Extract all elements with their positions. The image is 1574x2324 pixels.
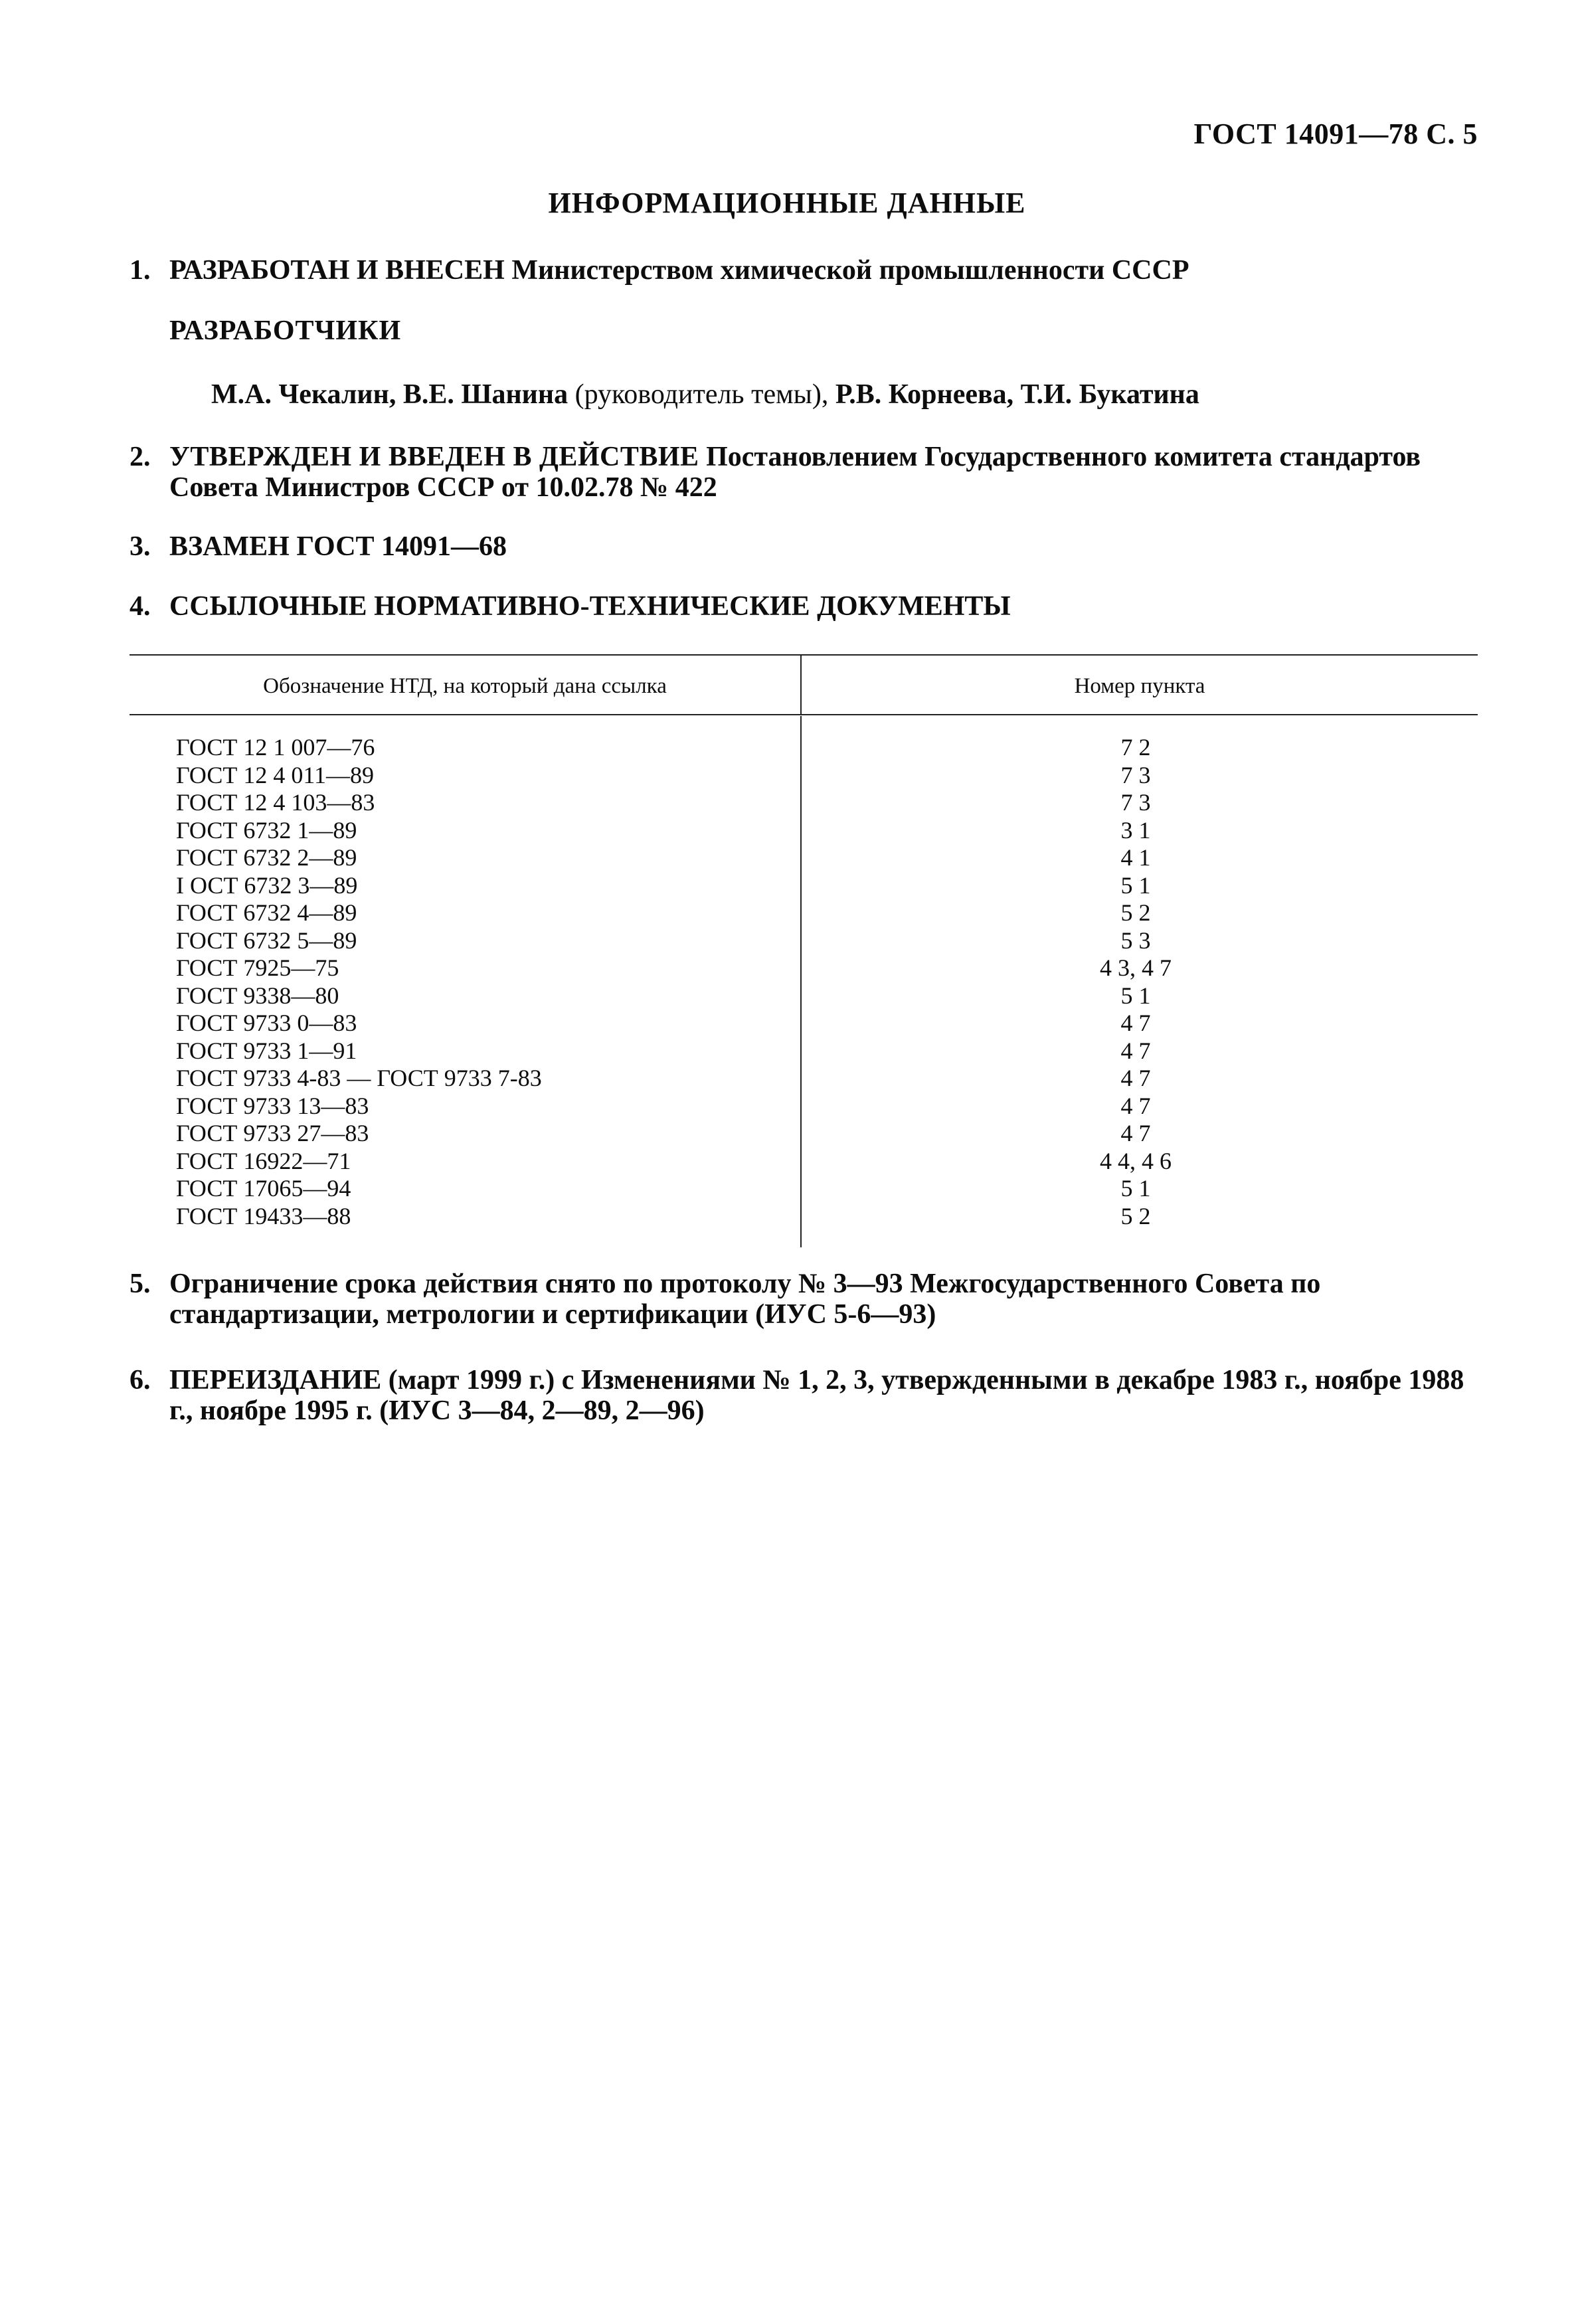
developers-label: РАЗРАБОТЧИКИ [169, 315, 402, 346]
table-cell-doc: ГОСТ 6732 1—89 [176, 816, 357, 844]
info-item-4 [130, 591, 1478, 622]
item-number: 1. [130, 255, 151, 286]
info-item-5 [130, 1269, 1478, 1330]
table-cell-clause: 5 2 [1120, 1202, 1151, 1229]
table-cell-doc: ГОСТ 7925—75 [176, 954, 339, 981]
table-cell-doc: ГОСТ 9733 0—83 [176, 1010, 357, 1036]
table-cell-doc: ГОСТ 6732 5—89 [176, 927, 357, 954]
table-header-clause: Номер пункта [1074, 674, 1205, 698]
page-header: ГОСТ 14091—78 С. 5 [1193, 118, 1478, 150]
table-cell-clause: 7 3 [1120, 761, 1151, 788]
item-text: ВЗАМЕН ГОСТ 14091—68 [169, 531, 507, 562]
table-cell-doc: ГОСТ 12 4 011—89 [176, 761, 375, 788]
table-cell-doc: ГОСТ 16922—71 [176, 1147, 351, 1174]
table-cell-clause: 4 7 [1120, 1120, 1151, 1146]
table-cell-clause: 7 2 [1120, 734, 1151, 760]
item-text: Ограничение срока действия снято по протоколу № 3—93 Межгосударственного Совета по стандартизации, метрологии и сертификации (ИУС 5-6—93) [169, 1269, 1321, 1330]
table-cell-clause: 4 4, 4 6 [1100, 1147, 1172, 1174]
info-item-6 [130, 1365, 1478, 1426]
table-cell-clause: 5 2 [1120, 899, 1151, 926]
info-item-1 [130, 255, 1478, 286]
table-column-divider [800, 716, 802, 1247]
table-cell-clause: 4 7 [1120, 1092, 1151, 1119]
item-lead: РАЗРАБОТАН И ВНЕСЕН [169, 255, 505, 286]
item-text: ПЕРЕИЗДАНИЕ (март 1999 г.) с Изменениями № 1, 2, 3, утвержденными в декабре 1983 г., ноябре 1988 г., ноябре 1995 г. (ИУС 3—84, 2—89, 2—96) [169, 1365, 1464, 1426]
item-lead: УТВЕРЖДЕН И ВВЕДЕН В ДЕЙСТВИЕ [169, 442, 699, 472]
table-cell-clause: 5 1 [1120, 871, 1151, 899]
table-cell-doc: ГОСТ 9733 1—91 [176, 1037, 357, 1064]
author-names-2: Р.В. Корнеева, Т.И. Букатина [835, 379, 1199, 410]
table-cell-doc: ГОСТ 9733 27—83 [176, 1120, 369, 1146]
table-cell-doc: ГОСТ 9733 4-83 — ГОСТ 9733 7-83 [176, 1065, 542, 1091]
item-number: 4. [130, 591, 151, 622]
item-number: 5. [130, 1269, 151, 1299]
author-role: (руководитель темы), [568, 379, 835, 410]
table-cell-doc: ГОСТ 6732 2—89 [176, 844, 357, 871]
table-header-doc: Обозначение НТД, на который дана ссылка [263, 674, 667, 698]
table-cell-clause: 4 7 [1120, 1065, 1151, 1091]
table-cell-clause: 4 7 [1120, 1010, 1151, 1036]
table-cell-clause: 4 1 [1120, 844, 1151, 871]
table-cell-doc: ГОСТ 9733 13—83 [176, 1092, 369, 1119]
table-top-rule [130, 654, 1478, 656]
table-cell-doc: ГОСТ 12 4 103—83 [176, 789, 375, 816]
table-cell-clause: 5 1 [1120, 982, 1151, 1009]
table-cell-doc: ГОСТ 9338—80 [176, 982, 339, 1009]
info-item-2 [130, 442, 1478, 503]
item-number: 6. [130, 1365, 151, 1395]
item-text: Постановлением Государственного комитета стандартов Совета Министров СССР от 10.02.78 № 422 [169, 442, 1421, 503]
item-text: Министерством химической промышленности СССР [504, 255, 1189, 286]
table-cell-doc: ГОСТ 6732 4—89 [176, 899, 357, 926]
table-header-rule [130, 714, 1478, 715]
item-text: ССЫЛОЧНЫЕ НОРМАТИВНО-ТЕХНИЧЕСКИЕ ДОКУМЕНТЫ [169, 591, 1011, 622]
developers-list [211, 379, 1199, 410]
table-cell-clause: 5 1 [1120, 1175, 1151, 1202]
table-cell-doc: I ОСТ 6732 3—89 [176, 871, 358, 899]
table-cell-clause: 7 3 [1120, 789, 1151, 816]
table-cell-doc: ГОСТ 12 1 007—76 [176, 734, 375, 760]
table-cell-doc: ГОСТ 19433—88 [176, 1202, 351, 1229]
table-cell-clause: 4 3, 4 7 [1100, 954, 1172, 981]
document-title: ИНФОРМАЦИОННЫЕ ДАННЫЕ [548, 187, 1026, 219]
item-number: 2. [130, 442, 151, 472]
table-cell-clause: 4 7 [1120, 1037, 1151, 1064]
info-item-3 [130, 531, 1478, 562]
item-number: 3. [130, 531, 151, 562]
table-cell-clause: 5 3 [1120, 927, 1151, 954]
table-cell-doc: ГОСТ 17065—94 [176, 1175, 351, 1202]
table-doc-column [176, 734, 542, 1230]
author-names-1: М.А. Чекалин, В.Е. Шанина [211, 379, 568, 410]
table-cell-clause: 3 1 [1120, 816, 1151, 844]
table-clause-column [804, 734, 1468, 1230]
